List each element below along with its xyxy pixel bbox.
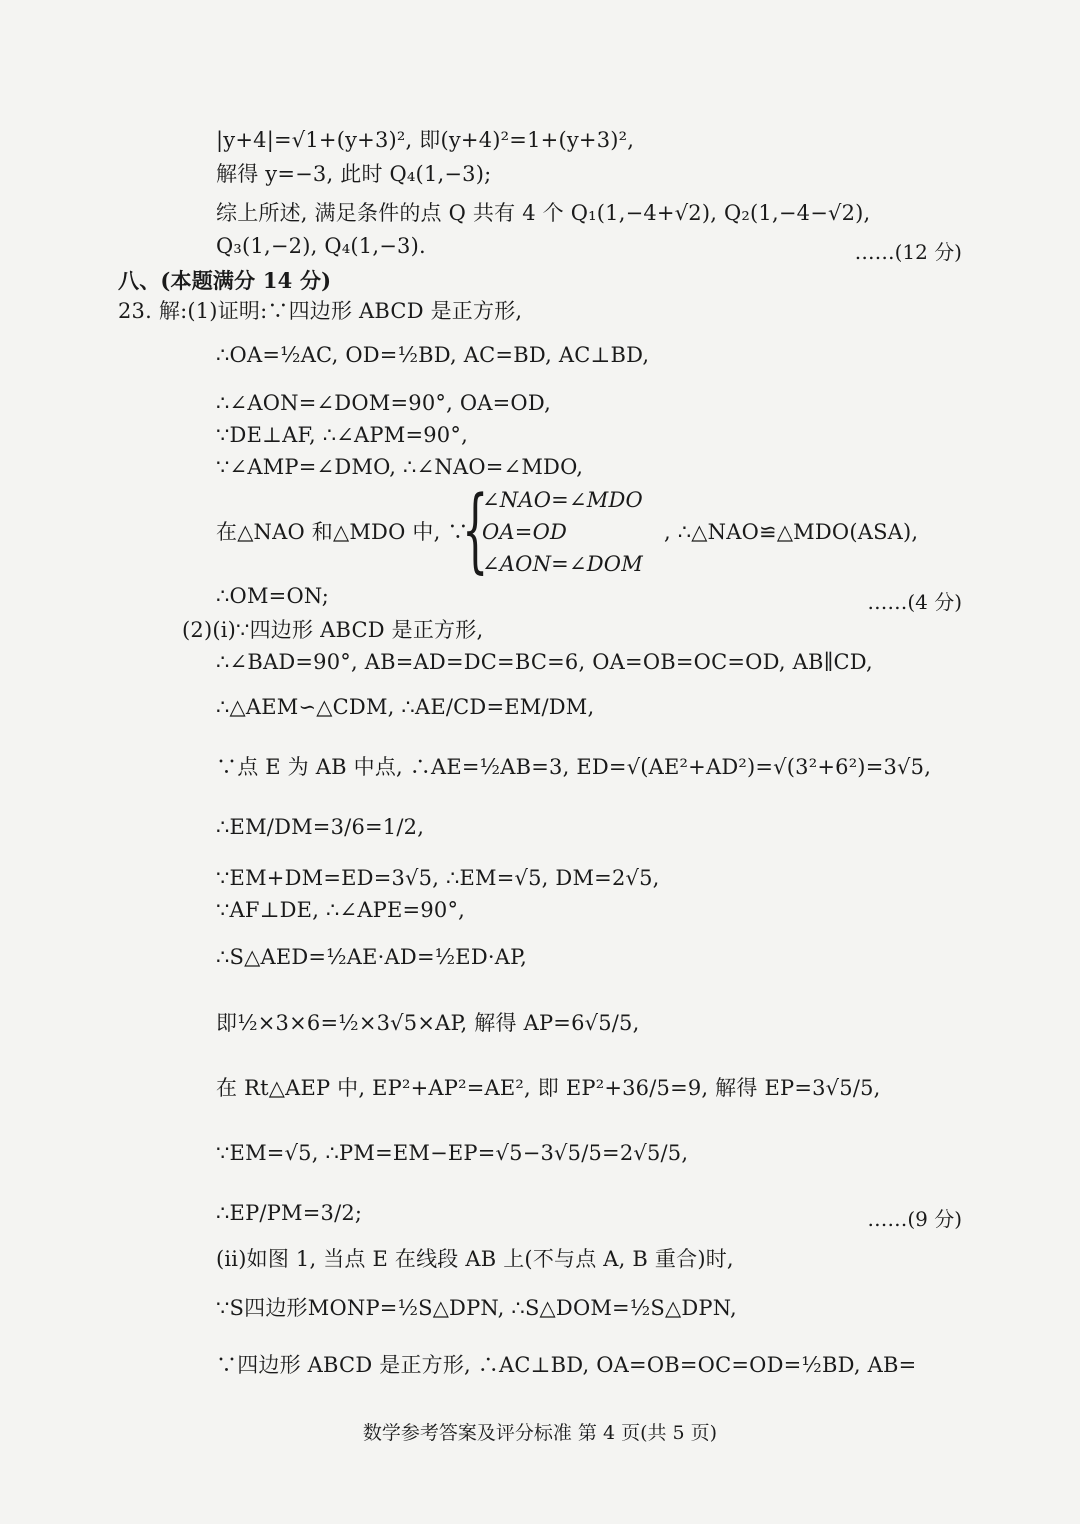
p2i-line11: ∴EP/PM=3/2;: [216, 1201, 363, 1225]
p2ii-line2: ∵四边形 ABCD 是正方形, ∴AC⊥BD, OA=OB=OC=OD=½BD, AB=: [216, 1353, 917, 1377]
p2i-line10: ∵EM=√5, ∴PM=EM−EP=√5−3√5/5=2√5/5,: [216, 1141, 689, 1165]
page-footer: 数学参考答案及评分标准 第 4 页(共 5 页): [362, 1422, 718, 1444]
p1-line2: ∴∠AON=∠DOM=90°, OA=OD,: [216, 391, 551, 415]
p1-system-eq2: OA=OD: [482, 520, 568, 544]
p2i-line0: (2)(i)∵四边形 ABCD 是正方形,: [182, 618, 484, 642]
p2ii-line0: (ii)如图 1, 当点 E 在线段 AB 上(不与点 A, B 重合)时,: [216, 1247, 734, 1271]
p2i-line2: ∴△AEM∽△CDM, ∴AE/CD=EM/DM,: [216, 695, 595, 719]
p1-system-eq3: ∠AON=∠DOM: [482, 552, 643, 576]
p1-line1: ∴OA=½AC, OD=½BD, AC=BD, AC⊥BD,: [216, 343, 650, 367]
p1-system-eq1: ∠NAO=∠MDO: [482, 488, 643, 512]
section-title: 八、(本题满分 14 分): [118, 268, 332, 293]
p1-line3: ∵DE⊥AF, ∴∠APM=90°,: [216, 423, 468, 447]
p1-line5: ∴OM=ON;: [216, 584, 329, 608]
p2i-line8: 即½×3×6=½×3√5×AP, 解得 AP=6√5/5,: [216, 1011, 640, 1035]
q23-intro: 23. 解:(1)证明:∵四边形 ABCD 是正方形,: [118, 299, 523, 323]
p1-line4: ∵∠AMP=∠DMO, ∴∠NAO=∠MDO,: [216, 455, 584, 479]
p2i-line3: ∵点 E 为 AB 中点, ∴AE=½AB=3, ED=√(AE²+AD²)=√(3²+6²)=3√5,: [216, 755, 932, 779]
score-9: ……(9 分): [867, 1207, 962, 1231]
p2i-line6: ∵AF⊥DE, ∴∠APE=90°,: [216, 898, 466, 922]
p1-system-prefix: 在△NAO 和△MDO 中, ∵: [216, 520, 469, 544]
score-4: ……(4 分): [867, 590, 962, 614]
line-summary-points: Q₃(1,−2), Q₄(1,−3).: [216, 234, 426, 258]
left-brace-icon: {: [462, 476, 489, 583]
line-summary: 综上所述, 满足条件的点 Q 共有 4 个 Q₁(1,−4+√2), Q₂(1,−4−√2),: [216, 201, 871, 225]
p2i-line9: 在 Rt△AEP 中, EP²+AP²=AE², 即 EP²+36/5=9, 解得 EP=3√5/5,: [216, 1076, 881, 1100]
p2ii-line1: ∵S四边形MONP=½S△DPN, ∴S△DOM=½S△DPN,: [216, 1296, 737, 1320]
p2i-line4: ∴EM/DM=3/6=1/2,: [216, 815, 425, 839]
p2i-line7: ∴S△AED=½AE·AD=½ED·AP,: [216, 945, 528, 969]
score-12: ……(12 分): [854, 240, 962, 264]
line-solve-y: 解得 y=−3, 此时 Q₄(1,−3);: [216, 162, 492, 186]
p2i-line5: ∵EM+DM=ED=3√5, ∴EM=√5, DM=2√5,: [216, 866, 660, 890]
line-abs-equation: |y+4|=√1+(y+3)², 即(y+4)²=1+(y+3)²,: [216, 128, 635, 152]
p2i-line1: ∴∠BAD=90°, AB=AD=DC=BC=6, OA=OB=OC=OD, AB∥CD,: [216, 650, 873, 674]
p1-system-suffix: , ∴△NAO≌△MDO(ASA),: [664, 520, 919, 544]
